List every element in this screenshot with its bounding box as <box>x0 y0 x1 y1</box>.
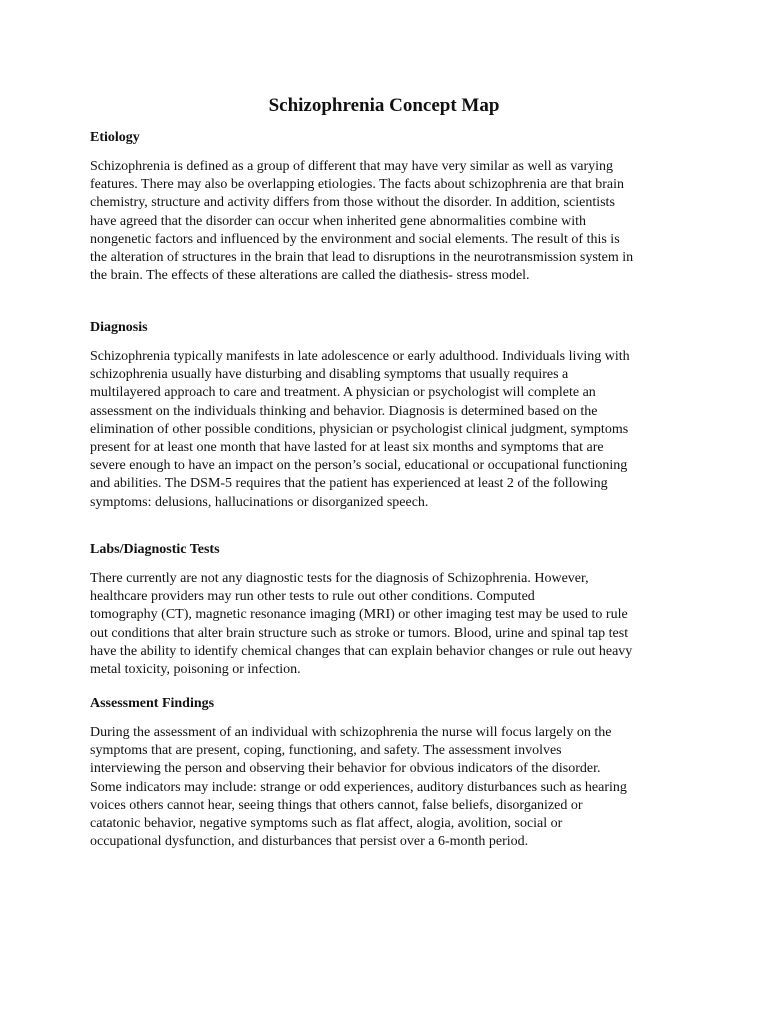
section-body-etiology <box>90 158 680 285</box>
section-heading-labs: Labs/Diagnostic Tests <box>90 542 220 557</box>
paragraph-line: the alteration of structures in the brain that lead to disruptions in the neurotransmission system in <box>90 250 634 266</box>
paragraph-line: occupational dysfunction, and disturbances that persist over a 6-month period. <box>90 834 529 850</box>
paragraph-line: schizophrenia usually have disturbing and disabling symptoms that usually requires a <box>90 367 569 383</box>
paragraph-line: healthcare providers may run other tests to rule out other conditions. Computed <box>90 589 535 605</box>
paragraph-line: severe enough to have an impact on the person’s social, educational or occupational functioning <box>90 458 628 474</box>
paragraph-line: voices others cannot hear, seeing things that others cannot, false beliefs, disorganized or <box>90 797 583 813</box>
paragraph-line: assessment on the individuals thinking and behavior. Diagnosis is determined based on the <box>90 403 598 419</box>
section-heading-etiology: Etiology <box>90 130 140 145</box>
paragraph-line: symptoms: delusions, hallucinations or disorganized speech. <box>90 494 429 510</box>
paragraph-line: symptoms that are present, coping, functioning, and safety. The assessment involves <box>90 743 562 759</box>
paragraph-line: Schizophrenia is defined as a group of different that may have very similar as well as varying <box>90 159 614 174</box>
paragraph-line: metal toxicity, poisoning or infection. <box>90 662 301 678</box>
paragraph-line: have agreed that the disorder can occur when inherited gene abnormalities combine with <box>90 213 587 229</box>
section-body-labs <box>90 570 680 679</box>
section-heading-diagnosis: Diagnosis <box>90 320 148 335</box>
paragraph-line: tomography (CT), magnetic resonance imaging (MRI) or other imaging test may be used to rule <box>90 607 628 623</box>
paragraph-line: catatonic behavior, negative symptoms such as flat affect, alogia, avolition, social or <box>90 816 563 832</box>
document-title: Schizophrenia Concept Map <box>268 95 500 116</box>
section-body-diagnosis <box>90 348 680 512</box>
paragraph-line: There currently are not any diagnostic tests for the diagnosis of Schizophrenia. However, <box>90 571 589 586</box>
paragraph-line: have the ability to identify chemical changes that can explain behavior changes or rule out heavy <box>90 643 633 659</box>
paragraph-line: out conditions that alter brain structure such as stroke or tumors. Blood, urine and spinal tap test <box>90 625 629 641</box>
paragraph-line: present for at least one month that have lasted for at least six months and symptoms that are <box>90 440 604 456</box>
paragraph-line: multilayered approach to care and treatment. A physician or psychologist will complete an <box>90 385 596 401</box>
paragraph-line: nongenetic factors and influenced by the environment and social elements. The result of this is <box>90 231 620 247</box>
paragraph-line: During the assessment of an individual with schizophrenia the nurse will focus largely on the <box>90 725 612 740</box>
paragraph-line: Some indicators may include: strange or odd experiences, auditory disturbances such as hearing <box>90 779 627 795</box>
paragraph-line: chemistry, structure and activity differs from those without the disorder. In addition, scientists <box>90 195 615 211</box>
paragraph-line: the brain. The effects of these alterations are called the diathesis- stress model. <box>90 268 530 284</box>
paragraph-line: features. There may also be overlapping etiologies. The facts about schizophrenia are that brain <box>90 177 625 193</box>
paragraph-line: and abilities. The DSM-5 requires that the patient has experienced at least 2 of the following <box>90 476 608 492</box>
paragraph-line: Schizophrenia typically manifests in late adolescence or early adulthood. Individuals living with <box>90 349 630 364</box>
paragraph-line: elimination of other possible conditions, physician or psychologist clinical judgment, symptoms <box>90 421 629 437</box>
section-heading-assessment: Assessment Findings <box>90 696 215 711</box>
section-body-assessment <box>90 724 680 851</box>
paragraph-line: interviewing the person and observing their behavior for obvious indicators of the disorder. <box>90 761 601 777</box>
